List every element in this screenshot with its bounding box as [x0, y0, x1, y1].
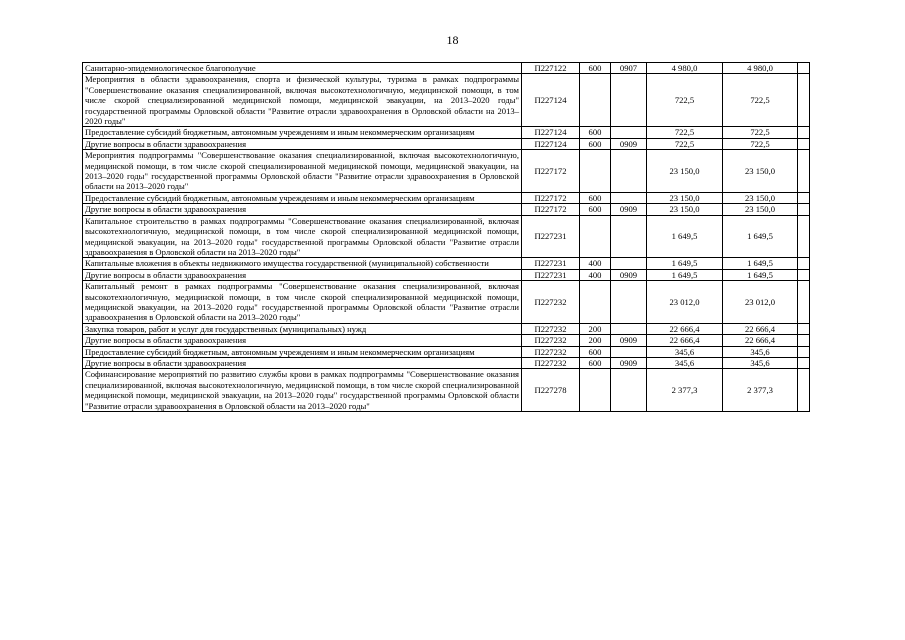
note-cell [798, 127, 810, 138]
table-row [83, 192, 810, 203]
note-cell [798, 323, 810, 334]
table-row [83, 215, 810, 258]
note-cell [798, 281, 810, 324]
target-code: П227122 [522, 63, 580, 74]
target-code: П227172 [522, 192, 580, 203]
amount-approved: 22 666,4 [723, 335, 798, 346]
amount-approved: 722,5 [723, 138, 798, 149]
amount-approved: 4 980,0 [723, 63, 798, 74]
target-code: П227232 [522, 281, 580, 324]
row-name: Другие вопросы в области здравоохранения [83, 335, 522, 346]
target-code: П227231 [522, 258, 580, 269]
target-code: П227278 [522, 369, 580, 412]
amount-planned: 22 666,4 [647, 323, 723, 334]
section-code [611, 192, 647, 203]
section-code: 0907 [611, 63, 647, 74]
amount-approved: 1 649,5 [723, 258, 798, 269]
amount-planned: 23 012,0 [647, 281, 723, 324]
amount-approved: 23 150,0 [723, 150, 798, 193]
table-row [83, 204, 810, 215]
row-name: Другие вопросы в области здравоохранения [83, 357, 522, 368]
note-cell [798, 269, 810, 280]
table-row [83, 127, 810, 138]
amount-planned: 23 150,0 [647, 204, 723, 215]
expense-type: 600 [580, 138, 611, 149]
expense-type: 600 [580, 204, 611, 215]
target-code: П227172 [522, 150, 580, 193]
expense-type: 200 [580, 323, 611, 334]
section-code [611, 369, 647, 412]
amount-planned: 4 980,0 [647, 63, 723, 74]
target-code: П227232 [522, 357, 580, 368]
expense-type [580, 74, 611, 127]
table-row [83, 138, 810, 149]
row-name: Капитальное строительство в рамках подпрограммы "Совершенствование оказания специализированной, включая высокотехнологичную, медицинской помощи, в том числе скорой специализированной медицинской помощи, медицинской эвакуации, на 2013–2020 годы" государственной программы Орловской области "Развитие отрасли здравоохранения в Орловской области на 2013–2020 годы" [83, 215, 522, 258]
row-name: Закупка товаров, работ и услуг для государственных (муниципальных) нужд [83, 323, 522, 334]
row-name: Предоставление субсидий бюджетным, автономным учреждениям и иным некоммерческим организациям [83, 192, 522, 203]
table-row [83, 269, 810, 280]
section-code [611, 215, 647, 258]
expense-type: 600 [580, 357, 611, 368]
section-code [611, 74, 647, 127]
amount-planned: 345,6 [647, 357, 723, 368]
table-row [83, 369, 810, 412]
amount-approved: 345,6 [723, 357, 798, 368]
amount-planned: 1 649,5 [647, 258, 723, 269]
table-body [83, 63, 810, 412]
row-name: Капитальный ремонт в рамках подпрограммы "Совершенствование оказания специализированной, включая высокотехнологичную, медицинской помощи, в том числе скорой специализированной медицинской помощи, медицинской эвакуации, на 2013–2020 годы" государственной программы Орловской области "Развитие отрасли здравоохранения в Орловской области на 2013–2020 годы" [83, 281, 522, 324]
section-code [611, 150, 647, 193]
row-name: Софинансирование мероприятий по развитию службы крови в рамках подпрограммы "Совершенствование оказания специализированной, включая высокотехнологичную, медицинской помощи, в том числе скорой специализированной медицинской помощи, медицинской эвакуации, на 2013–2020 годы" государственной программы Орловской области "Развитие отрасли здравоохранения в Орловской области на 2013–2020 годы" [83, 369, 522, 412]
table-row [83, 357, 810, 368]
note-cell [798, 346, 810, 357]
target-code: П227231 [522, 269, 580, 280]
note-cell [798, 369, 810, 412]
note-cell [798, 335, 810, 346]
note-cell [798, 74, 810, 127]
note-cell [798, 215, 810, 258]
budget-table [82, 62, 810, 412]
section-code [611, 258, 647, 269]
amount-planned: 22 666,4 [647, 335, 723, 346]
note-cell [798, 138, 810, 149]
row-name: Капитальные вложения в объекты недвижимого имущества государственной (муниципальной) собственности [83, 258, 522, 269]
section-code: 0909 [611, 357, 647, 368]
target-code: П227124 [522, 74, 580, 127]
expense-type [580, 150, 611, 193]
expense-type: 400 [580, 258, 611, 269]
table-row [83, 323, 810, 334]
amount-planned: 23 150,0 [647, 192, 723, 203]
target-code: П227232 [522, 323, 580, 334]
amount-planned: 1 649,5 [647, 269, 723, 280]
table-row [83, 346, 810, 357]
amount-planned: 722,5 [647, 138, 723, 149]
amount-approved: 2 377,3 [723, 369, 798, 412]
page-number: 18 [446, 33, 459, 47]
amount-planned: 23 150,0 [647, 150, 723, 193]
table-row [83, 281, 810, 324]
table-row [83, 335, 810, 346]
expense-type [580, 281, 611, 324]
expense-type [580, 215, 611, 258]
amount-approved: 1 649,5 [723, 215, 798, 258]
amount-approved: 722,5 [723, 127, 798, 138]
amount-approved: 22 666,4 [723, 323, 798, 334]
note-cell [798, 150, 810, 193]
expense-type: 200 [580, 335, 611, 346]
amount-planned: 1 649,5 [647, 215, 723, 258]
amount-approved: 23 012,0 [723, 281, 798, 324]
expense-type: 600 [580, 63, 611, 74]
section-code [611, 323, 647, 334]
amount-approved: 722,5 [723, 74, 798, 127]
target-code: П227232 [522, 335, 580, 346]
amount-planned: 722,5 [647, 127, 723, 138]
amount-planned: 345,6 [647, 346, 723, 357]
target-code: П227232 [522, 346, 580, 357]
target-code: П227124 [522, 138, 580, 149]
section-code [611, 127, 647, 138]
section-code: 0909 [611, 335, 647, 346]
table-row [83, 74, 810, 127]
row-name: Предоставление субсидий бюджетным, автономным учреждениям и иным некоммерческим организациям [83, 346, 522, 357]
target-code: П227124 [522, 127, 580, 138]
section-code: 0909 [611, 138, 647, 149]
target-code: П227172 [522, 204, 580, 215]
expense-type [580, 369, 611, 412]
table-row [83, 150, 810, 193]
row-name: Мероприятия подпрограммы "Совершенствование оказания специализированной, включая высокотехнологичную, медицинской помощи, в том числе скорой специализированной медицинской помощи, медицинской эвакуации, на 2013–2020 годы" государственной программы Орловской области "Развитие отрасли здравоохранения в Орловской области на 2013–2020 годы" [83, 150, 522, 193]
amount-planned: 2 377,3 [647, 369, 723, 412]
note-cell [798, 357, 810, 368]
row-name: Другие вопросы в области здравоохранения [83, 138, 522, 149]
section-code: 0909 [611, 269, 647, 280]
amount-approved: 23 150,0 [723, 204, 798, 215]
section-code [611, 281, 647, 324]
note-cell [798, 192, 810, 203]
row-name: Предоставление субсидий бюджетным, автономным учреждениям и иным некоммерческим организациям [83, 127, 522, 138]
note-cell [798, 63, 810, 74]
section-code [611, 346, 647, 357]
amount-approved: 23 150,0 [723, 192, 798, 203]
section-code: 0909 [611, 204, 647, 215]
expense-type: 600 [580, 346, 611, 357]
note-cell [798, 258, 810, 269]
expense-type: 600 [580, 192, 611, 203]
expense-type: 600 [580, 127, 611, 138]
table-row [83, 258, 810, 269]
note-cell [798, 204, 810, 215]
target-code: П227231 [522, 215, 580, 258]
amount-approved: 345,6 [723, 346, 798, 357]
amount-planned: 722,5 [647, 74, 723, 127]
amount-approved: 1 649,5 [723, 269, 798, 280]
row-name: Санитарно-эпидемиологическое благополучие [83, 63, 522, 74]
expense-type: 400 [580, 269, 611, 280]
row-name: Другие вопросы в области здравоохранения [83, 269, 522, 280]
row-name: Мероприятия в области здравоохранения, спорта и физической культуры, туризма в рамках подпрограммы "Совершенствование оказания специализированной, включая высокотехнологичную, медицинской помощи, в том числе скорой специализированной медицинской помощи, медицинской эвакуации, на 2013–2020 годы" государственной программы Орловской области "Развитие отрасли здравоохранения в Орловской области на 2013–2020 годы" [83, 74, 522, 127]
row-name: Другие вопросы в области здравоохранения [83, 204, 522, 215]
table-row [83, 63, 810, 74]
